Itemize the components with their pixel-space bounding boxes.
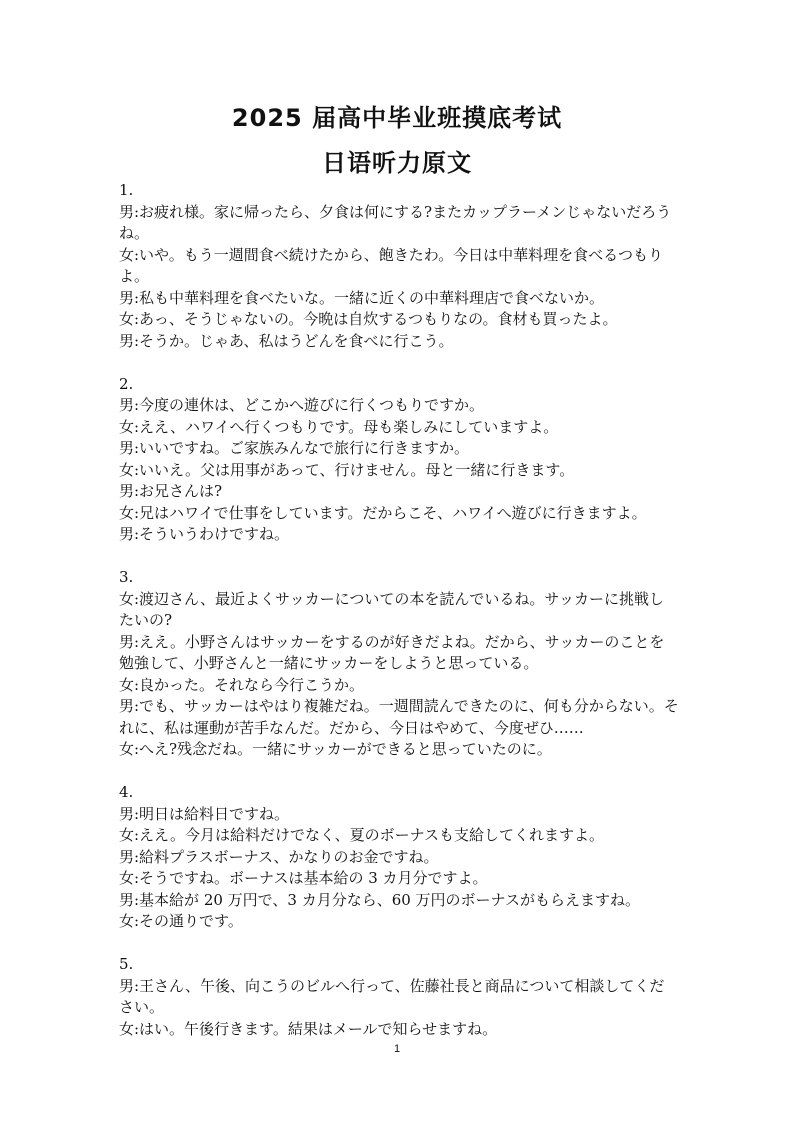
- dialogue-line: 男:基本給が 20 万円で、3 カ月分なら、60 万円のボーナスがもらえますね。: [119, 890, 640, 909]
- section-number: 2.: [119, 374, 134, 393]
- dialogue-section: [119, 180, 679, 352]
- section-number: 5.: [119, 955, 134, 973]
- dialogue-line: 男:お疲れ様。家に帰ったら、夕食は何にする?またカップラーメンじゃないだろうね。: [119, 202, 672, 242]
- dialogue-line: 男:そうか。じゃあ、私はうどんを食べに行こう。: [119, 331, 454, 350]
- document-subtitle: 日语听力原文: [322, 149, 472, 177]
- dialogue-line: 男:明日は給料日ですね。: [119, 804, 290, 823]
- dialogue-line: 男:給料プラスボーナス、かなりのお金ですね。: [119, 847, 439, 866]
- dialogue-line: 女:いや。もう一週間食べ続けたから、飽きたわ。今日は中華料理を食べるつもりよ。: [119, 245, 664, 285]
- dialogue-line: 男:今度の連休は、どこかへ遊びに行くつもりですか。: [119, 396, 485, 414]
- dialogue-line: 女:あっ、そうじゃないの。今晩は自炊するつもりなの。食材も買ったよ。: [119, 310, 618, 328]
- dialogue-line: 女:渡辺さん、最近よくサッカーについての本を読んでいるね。サッカーに挑戦したいの?: [119, 589, 665, 629]
- dialogue-line: 女:良かった。それなら今行こうか。: [119, 675, 365, 694]
- section-number: 3.: [119, 568, 134, 586]
- page-number: 1: [393, 1043, 401, 1055]
- dialogue-line: 男:でも、サッカーはやはり複雑だね。一週間読んできたのに、何も分からない。それに、私は運動が苦手なんだ。だから、今日はやめて、今度ぜひ……: [119, 697, 679, 737]
- dialogue-line: 女:そうですね。ボーナスは基本給の 3 カ月分ですよ。: [119, 869, 488, 887]
- dialogue-line: 女:はい。午後行きます。結果はメールで知らせますね。: [119, 1019, 498, 1038]
- section-number: 4.: [119, 783, 134, 801]
- dialogue-line: 女:ええ。今月は給料だけでなく、夏のボーナスも支給してくれますよ。: [119, 826, 605, 844]
- dialogue-section: [119, 782, 679, 933]
- dialogue-line: 男:お兄さんは?: [119, 482, 223, 500]
- dialogue-line: 男:いいですね。ご家族みんなで旅行に行きますか。: [119, 439, 470, 457]
- dialogue-line: 男:王さん、午後、向こうのビルへ行って、佐藤社長と商品について相談してください。: [119, 976, 665, 1016]
- dialogue-line: 女:いいえ。父は用事があって、行けません。母と一緒に行きます。: [119, 460, 575, 479]
- dialogue-line: 男:私も中華料理を食べたいな。一緒に近くの中華料理店で食べないか。: [119, 288, 605, 307]
- transcript-body: [119, 180, 679, 1040]
- document-title: 2025 届高中毕业班摸底考试: [231, 104, 563, 132]
- dialogue-line: 女:へえ?残念だね。一緒にサッカーができると思っていたのに。: [119, 740, 552, 758]
- section-number: 1.: [119, 181, 134, 199]
- dialogue-section: [119, 567, 679, 761]
- dialogue-section: [119, 954, 679, 1040]
- dialogue-line: 男:ええ。小野さんはサッカーをするのが好きだよね。だから、サッカーのことを勉強して、小野さんと一緒にサッカーをしようと思っている。: [119, 632, 665, 672]
- dialogue-section: [119, 374, 679, 546]
- dialogue-line: 男:そういうわけですね。: [119, 525, 290, 543]
- dialogue-line: 女:兄はハワイで仕事をしています。だからこそ、ハワイへ遊びに行きますよ。: [119, 503, 647, 522]
- dialogue-line: 女:その通りです。: [119, 912, 243, 930]
- dialogue-line: 女:ええ、ハワイへ行くつもりです。母も楽しみにしていますよ。: [119, 417, 559, 436]
